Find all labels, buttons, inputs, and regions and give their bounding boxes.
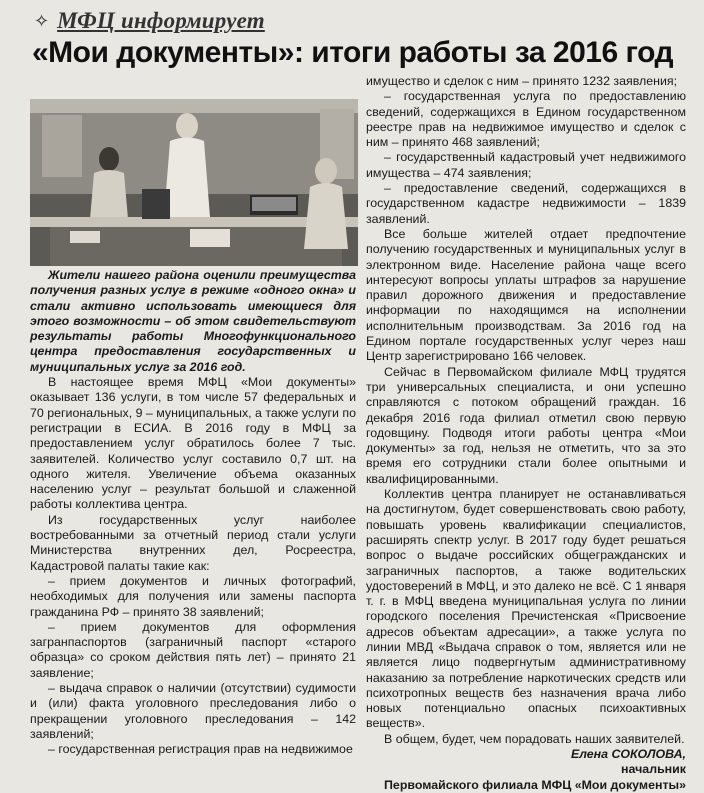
signature-block [366, 747, 686, 793]
author-title: начальник [621, 762, 686, 777]
article-photo [30, 99, 358, 266]
rubric [34, 8, 265, 34]
list-item: – прием документов для оформления загранпаспортов (заграничный паспорт «старого образца» со сроком действия пять лет) – принято 21 заявление; [30, 619, 356, 680]
paragraph: Сейчас в Первомайском филиале МФЦ трудятся три универсальных специалиста, и они успешно справляются с потоком обращений граждан. 16 декабря 2016 года филиал отметил свою первую годовщину. Подводя итоги работы центра «Мои документы» за год, нельзя не отметить, что за это время его сотрудники стали более опытными и квалифицированными. [366, 364, 686, 486]
column-left [30, 268, 356, 758]
list-item: – предоставление сведений, содержащихся в государственном кадастре недвижимости – 1839 заявлений. [366, 181, 686, 226]
paragraph: Коллектив центра планирует не останавливаться на достигнутом, будет совершенствовать свою работу, повышать уровень квалификации специалистов, расширять спектр услуг. В 2017 году будет решаться вопрос о выдаче российских общегражданских и заграничных паспортов, а также водительских удостоверений в МФЦ, и это далеко не всё. С 1 января т. г. в МФЦ введена муниципальная услуга по линии городского поселения Пречистенская «Присвоение адресов объектам адресации», а также услуга по линии МВД «Выдача справок о том, является или не является лицо подвергнутым административному наказанию за потребление наркотических средств или психотропных веществ без назначения врача либо новых потенциально опасных психоактивных веществ». [366, 487, 686, 731]
paragraph: В настоящее время МФЦ «Мои документы» оказывает 136 услуги, в том числе 57 федеральных и 70 региональных, 9 – муниципальных, а также услуги по регистрации в ЕСИА. В 2016 году в МФЦ за предоставлением услуг обратилось более 7 тыс. заявителей. Количество услуг составило 0,7 шт. на одного жителя. Увеличение объема оказанных населению услуг – результат большой и слаженной работы коллектива центра. [30, 375, 356, 512]
office-scene-illustration [30, 99, 358, 266]
rubric-title: МФЦ информирует [57, 8, 265, 33]
paragraph: Из государственных услуг наиболее востребованными за отчетный период стали услуги Министерства внутренних дел, Росреестра, Кадастровой палаты такие как: [30, 512, 356, 573]
article-headline: «Мои документы»: итоги работы за 2016 год [32, 36, 674, 69]
list-item: – государственная регистрация прав на недвижимое [48, 742, 353, 757]
paragraph: Все больше жителей отдает предпочтение получению государственных и муниципальных услуг в электронном виде. Население района чаще всего интересуют вопросы уплаты штрафов за нарушение правил дорожного движения и предоставление информации по находящимся на исполнении исполнительным производствам. За 2016 год на Едином портале государственных услуг через наш Центр зарегистрировано 166 человек. [366, 226, 686, 364]
column-right [366, 74, 686, 793]
author-organization: Первомайского филиала МФЦ «Мои документы» [384, 777, 686, 792]
lead-paragraph: Жители нашего района оценили преимущества получения разных услуг в режиме «одного окна» и стали активно использовать имеющиеся для этого возможности – об этом свидетельствуют результаты работы Многофункционального центра предоставления государственных и муниципальных услуг за 2016 год. [30, 268, 356, 374]
list-item: имущество и сделок с ним – принято 1232 заявления; [366, 74, 678, 88]
diamond-star-icon: ✧ [34, 11, 50, 31]
list-item: – государственная услуга по предоставлению сведений, содержащихся в Едином государственном реестре прав на недвижимое имущество и сделок с ним – принято 468 заявлений; [366, 89, 686, 150]
list-item: – выдача справок о наличии (отсутствии) судимости и (или) факта уголовного преследования либо о прекращении уголовного преследования – 142 заявлений; [30, 681, 356, 741]
list-item: – прием документов и личных фотографий, необходимых для получения или замены паспорта гражданина РФ – принято 38 заявлений; [30, 573, 356, 619]
author-name: Елена СОКОЛОВА, [570, 747, 686, 762]
paragraph: В общем, будет, чем порадовать наших заявителей. [384, 731, 685, 746]
list-item: – государственный кадастровый учет недвижимого имущества – 474 заявления; [366, 150, 686, 180]
